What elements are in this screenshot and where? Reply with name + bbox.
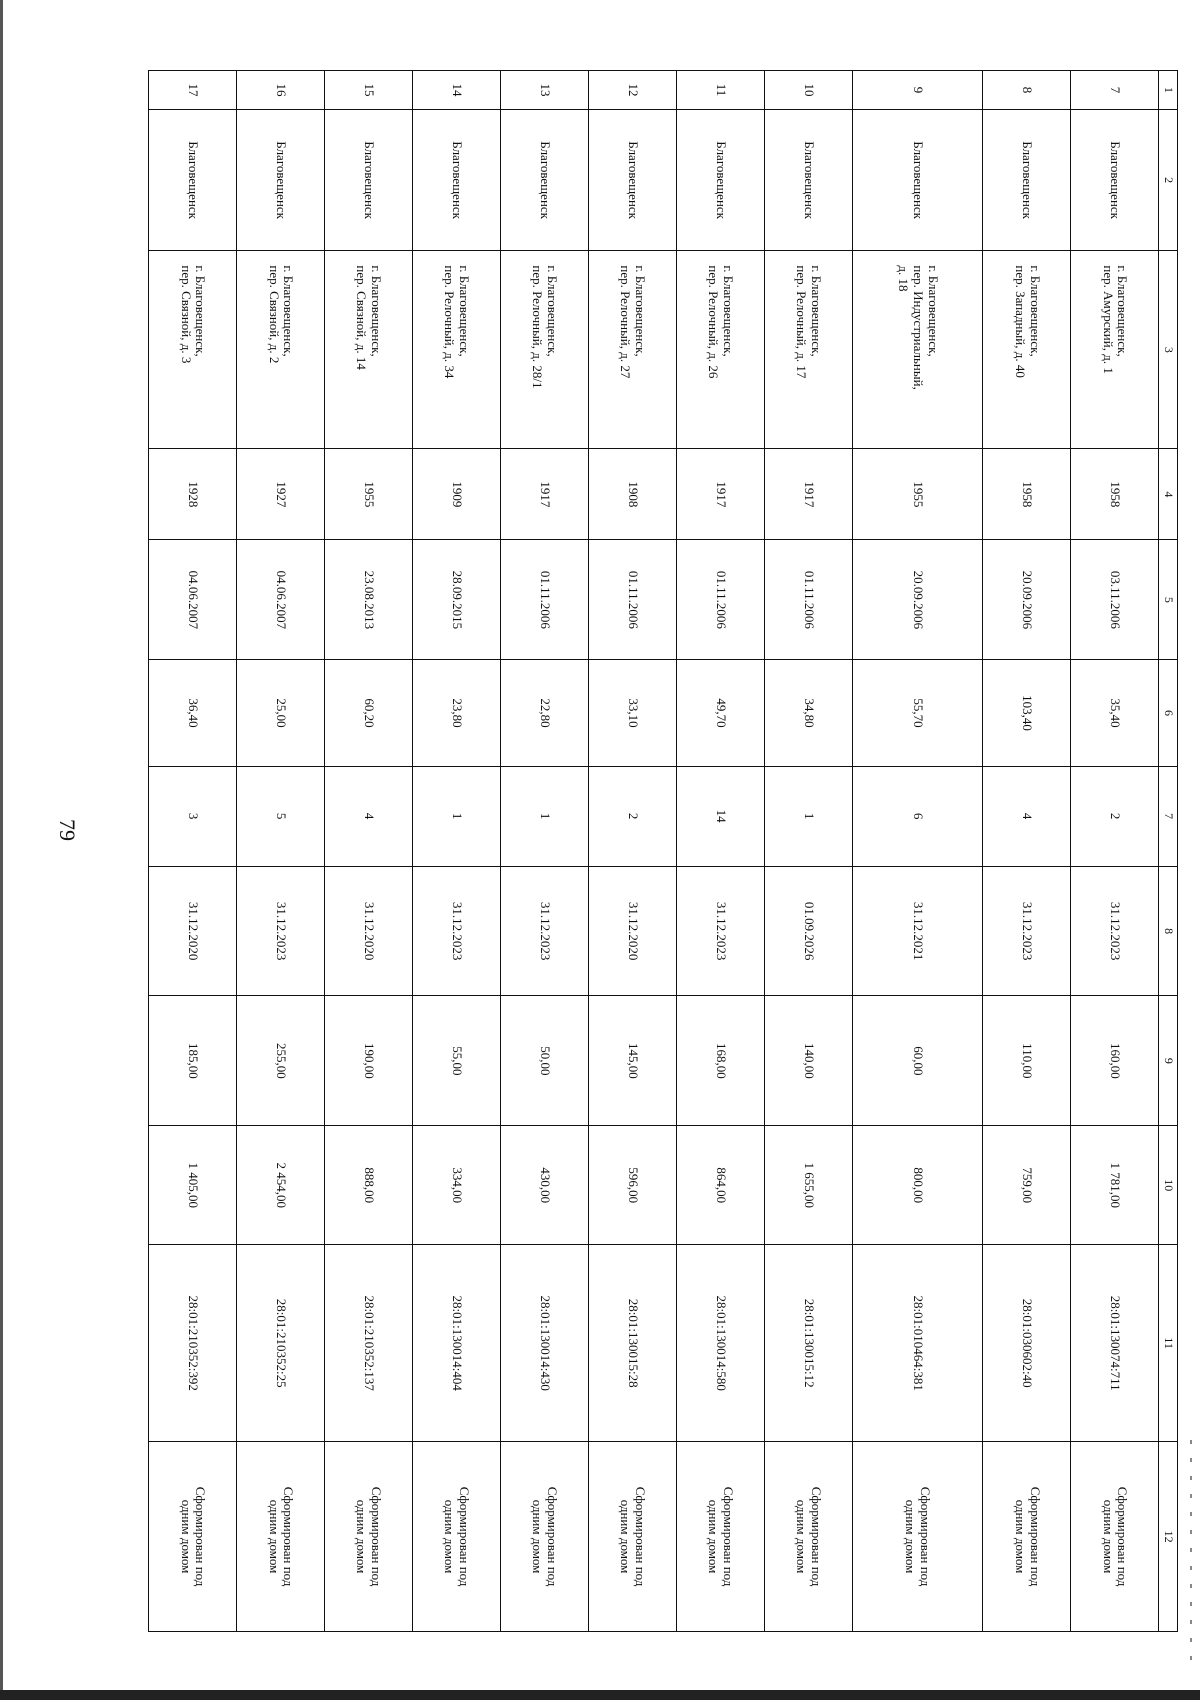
cell-row-number: 8	[983, 71, 1071, 110]
page-number: 79	[55, 819, 80, 841]
cell-address: г. Благовещенск, пер. Связной, д. 2	[237, 251, 325, 449]
cell-cadastral-number: 28:01:130014:404	[412, 1245, 500, 1442]
cell-address: г. Благовещенск, пер. Релочный, д. 28/1	[500, 251, 588, 449]
cell-area: 36,40	[149, 660, 237, 766]
cell-relocation-date: 31.12.2020	[588, 866, 676, 996]
cell-address: г. Благовещенск, пер. Индустриальный, д. 18	[852, 251, 983, 449]
cell-address: г. Благовещенск, пер. Релочный, д. 27	[588, 251, 676, 449]
table-row	[149, 71, 237, 1632]
cell-area: 25,00	[237, 660, 325, 766]
housing-table	[148, 70, 1178, 1632]
cell-cadastral-value: 596,00	[588, 1126, 676, 1245]
cell-residents-count: 4	[983, 766, 1071, 866]
cell-address: г. Благовещенск, пер. Связной, д. 3	[149, 251, 237, 449]
cell-address: г. Благовещенск, пер. Релочный, д. 34	[412, 251, 500, 449]
scan-edge-dots	[1190, 1440, 1192, 1670]
cell-land-area: 140,00	[764, 996, 852, 1126]
cell-year-built: 1955	[852, 449, 983, 540]
cell-cadastral-value: 2 454,00	[237, 1126, 325, 1245]
cell-settlement: Благовещенск	[1071, 109, 1159, 250]
cell-area: 23,80	[412, 660, 500, 766]
cell-cadastral-value: 1 655,00	[764, 1126, 852, 1245]
cell-relocation-date: 31.12.2023	[1071, 866, 1159, 996]
cell-cadastral-number: 28:01:210352:137	[325, 1245, 413, 1442]
header-cell-settlement: 2	[1159, 109, 1178, 250]
header-cell-cadastral-number: 11	[1159, 1245, 1178, 1442]
cell-relocation-date: 31.12.2021	[852, 866, 983, 996]
cell-land-status: Сформирован под одним домом	[764, 1442, 852, 1632]
cell-cadastral-value: 1 405,00	[149, 1126, 237, 1245]
header-cell-residents-count: 7	[1159, 766, 1178, 866]
cell-year-built: 1917	[676, 449, 764, 540]
cell-land-area: 55,00	[412, 996, 500, 1126]
cell-row-number: 7	[1071, 71, 1159, 110]
table-row	[852, 71, 983, 1632]
cell-land-area: 190,00	[325, 996, 413, 1126]
cell-settlement: Благовещенск	[983, 109, 1071, 250]
table-row	[676, 71, 764, 1632]
header-cell-year-built: 4	[1159, 449, 1178, 540]
cell-year-built: 1955	[325, 449, 413, 540]
cell-year-built: 1928	[149, 449, 237, 540]
cell-row-number: 15	[325, 71, 413, 110]
cell-row-number: 17	[149, 71, 237, 110]
cell-area: 60,20	[325, 660, 413, 766]
cell-address: г. Благовещенск, пер. Связной, д. 14	[325, 251, 413, 449]
cell-recognition-date: 01.11.2006	[588, 540, 676, 660]
cell-recognition-date: 01.11.2006	[500, 540, 588, 660]
cell-row-number: 14	[412, 71, 500, 110]
cell-cadastral-value: 430,00	[500, 1126, 588, 1245]
cell-relocation-date: 01.09.2026	[764, 866, 852, 996]
cell-land-status: Сформирован под одним домом	[588, 1442, 676, 1632]
cell-settlement: Благовещенск	[412, 109, 500, 250]
cell-cadastral-value: 864,00	[676, 1126, 764, 1245]
header-cell-land-status: 12	[1159, 1442, 1178, 1632]
cell-relocation-date: 31.12.2020	[149, 866, 237, 996]
cell-area: 49,70	[676, 660, 764, 766]
cell-residents-count: 1	[412, 766, 500, 866]
cell-recognition-date: 20.09.2006	[983, 540, 1071, 660]
cell-area: 35,40	[1071, 660, 1159, 766]
cell-cadastral-number: 28:01:130015:28	[588, 1245, 676, 1442]
cell-cadastral-number: 28:01:210352:392	[149, 1245, 237, 1442]
cell-land-status: Сформирован под одним домом	[325, 1442, 413, 1632]
cell-row-number: 13	[500, 71, 588, 110]
table-frame	[148, 70, 1178, 1632]
cell-land-area: 110,00	[983, 996, 1071, 1126]
table-body	[149, 71, 1178, 1632]
cell-recognition-date: 01.11.2006	[676, 540, 764, 660]
cell-year-built: 1917	[764, 449, 852, 540]
cell-cadastral-number: 28:01:030602:40	[983, 1245, 1071, 1442]
cell-land-area: 168,00	[676, 996, 764, 1126]
cell-year-built: 1917	[500, 449, 588, 540]
cell-cadastral-value: 1 781,00	[1071, 1126, 1159, 1245]
table-row	[500, 71, 588, 1632]
cell-year-built: 1909	[412, 449, 500, 540]
cell-cadastral-number: 28:01:130014:430	[500, 1245, 588, 1442]
cell-land-status: Сформирован под одним домом	[412, 1442, 500, 1632]
cell-land-status: Сформирован под одним домом	[149, 1442, 237, 1632]
cell-row-number: 12	[588, 71, 676, 110]
cell-cadastral-value: 759,00	[983, 1126, 1071, 1245]
cell-land-status: Сформирован под одним домом	[500, 1442, 588, 1632]
cell-address: г. Благовещенск, пер. Релочный, д. 17	[764, 251, 852, 449]
cell-residents-count: 6	[852, 766, 983, 866]
cell-cadastral-number: 28:01:010464:381	[852, 1245, 983, 1442]
header-row	[1159, 71, 1178, 1632]
cell-relocation-date: 31.12.2023	[237, 866, 325, 996]
header-cell-land-area: 9	[1159, 996, 1178, 1126]
cell-relocation-date: 31.12.2020	[325, 866, 413, 996]
header-cell-address: 3	[1159, 251, 1178, 449]
cell-recognition-date: 04.06.2007	[237, 540, 325, 660]
cell-settlement: Благовещенск	[588, 109, 676, 250]
scan-edge-left	[0, 0, 3, 1700]
cell-row-number: 9	[852, 71, 983, 110]
cell-land-area: 255,00	[237, 996, 325, 1126]
scan-edge-bottom	[0, 1690, 1200, 1700]
cell-recognition-date: 03.11.2006	[1071, 540, 1159, 660]
cell-residents-count: 4	[325, 766, 413, 866]
header-cell-recognition-date: 5	[1159, 540, 1178, 660]
cell-land-status: Сформирован под одним домом	[852, 1442, 983, 1632]
cell-recognition-date: 01.11.2006	[764, 540, 852, 660]
cell-row-number: 11	[676, 71, 764, 110]
cell-area: 34,80	[764, 660, 852, 766]
cell-year-built: 1927	[237, 449, 325, 540]
cell-residents-count: 14	[676, 766, 764, 866]
header-cell-row-number: 1	[1159, 71, 1178, 110]
cell-settlement: Благовещенск	[237, 109, 325, 250]
cell-year-built: 1958	[1071, 449, 1159, 540]
cell-land-area: 145,00	[588, 996, 676, 1126]
cell-land-area: 185,00	[149, 996, 237, 1126]
cell-area: 103,40	[983, 660, 1071, 766]
cell-address: г. Благовещенск, пер. Западный, д. 40	[983, 251, 1071, 449]
cell-cadastral-number: 28:01:130015:12	[764, 1245, 852, 1442]
cell-area: 33,10	[588, 660, 676, 766]
cell-relocation-date: 31.12.2023	[676, 866, 764, 996]
cell-row-number: 16	[237, 71, 325, 110]
cell-settlement: Благовещенск	[325, 109, 413, 250]
table-row	[764, 71, 852, 1632]
cell-area: 22,80	[500, 660, 588, 766]
cell-residents-count: 2	[588, 766, 676, 866]
cell-cadastral-value: 800,00	[852, 1126, 983, 1245]
cell-land-status: Сформирован под одним домом	[676, 1442, 764, 1632]
table-row	[237, 71, 325, 1632]
cell-recognition-date: 28.09.2015	[412, 540, 500, 660]
cell-relocation-date: 31.12.2023	[500, 866, 588, 996]
cell-address: г. Благовещенск, пер. Амурский, д. 1	[1071, 251, 1159, 449]
cell-land-status: Сформирован под одним домом	[983, 1442, 1071, 1632]
cell-residents-count: 1	[500, 766, 588, 866]
cell-cadastral-number: 28:01:210352:25	[237, 1245, 325, 1442]
table-row	[412, 71, 500, 1632]
cell-residents-count: 1	[764, 766, 852, 866]
header-cell-area: 6	[1159, 660, 1178, 766]
cell-settlement: Благовещенск	[852, 109, 983, 250]
cell-land-status: Сформирован под одним домом	[237, 1442, 325, 1632]
cell-year-built: 1958	[983, 449, 1071, 540]
cell-settlement: Благовещенск	[149, 109, 237, 250]
cell-residents-count: 3	[149, 766, 237, 866]
cell-area: 55,70	[852, 660, 983, 766]
table-row	[983, 71, 1071, 1632]
cell-recognition-date: 04.06.2007	[149, 540, 237, 660]
cell-cadastral-value: 888,00	[325, 1126, 413, 1245]
cell-settlement: Благовещенск	[500, 109, 588, 250]
cell-land-status: Сформирован под одним домом	[1071, 1442, 1159, 1632]
cell-land-area: 60,00	[852, 996, 983, 1126]
cell-settlement: Благовещенск	[764, 109, 852, 250]
cell-land-area: 160,00	[1071, 996, 1159, 1126]
table-row	[325, 71, 413, 1632]
cell-cadastral-number: 28:01:130014:580	[676, 1245, 764, 1442]
table-row	[588, 71, 676, 1632]
cell-relocation-date: 31.12.2023	[412, 866, 500, 996]
cell-year-built: 1908	[588, 449, 676, 540]
cell-land-area: 50,00	[500, 996, 588, 1126]
cell-address: г. Благовещенск, пер. Релочный, д. 26	[676, 251, 764, 449]
header-cell-cadastral-value: 10	[1159, 1126, 1178, 1245]
cell-cadastral-number: 28:01:130074:711	[1071, 1245, 1159, 1442]
cell-relocation-date: 31.12.2023	[983, 866, 1071, 996]
table-row	[1071, 71, 1159, 1632]
header-cell-relocation-date: 8	[1159, 866, 1178, 996]
cell-residents-count: 2	[1071, 766, 1159, 866]
cell-recognition-date: 20.09.2006	[852, 540, 983, 660]
cell-recognition-date: 23.08.2013	[325, 540, 413, 660]
cell-residents-count: 5	[237, 766, 325, 866]
cell-cadastral-value: 334,00	[412, 1126, 500, 1245]
cell-settlement: Благовещенск	[676, 109, 764, 250]
cell-row-number: 10	[764, 71, 852, 110]
